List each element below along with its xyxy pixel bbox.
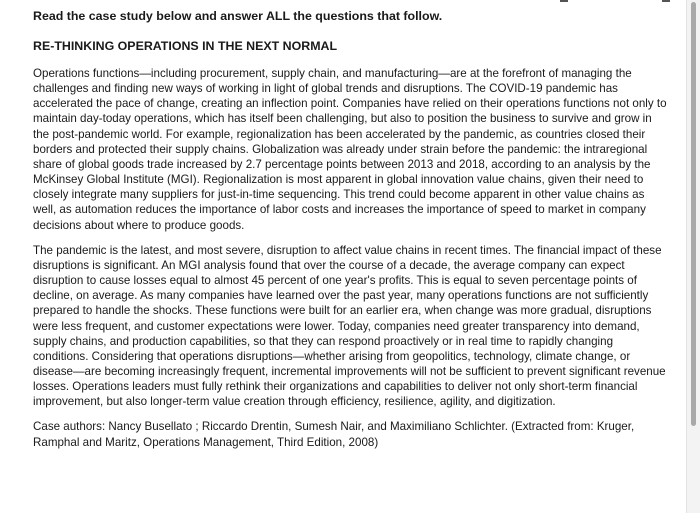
instruction-text: Read the case study below and answer ALL the questions that follow.	[33, 9, 443, 23]
paragraph-line: challenges and finding new ways of working in light of global trends and disruptions. The COVID-19 pandemic has	[33, 82, 618, 96]
paragraph-line: disease—are becoming increasingly frequent, incremental improvements will not be sufficient to prevent significant revenue	[33, 364, 666, 378]
scrollbar-thumb[interactable]	[691, 2, 696, 426]
case-study-title: RE-THINKING OPERATIONS IN THE NEXT NORMAL	[33, 39, 338, 53]
paragraph-line: the post-pandemic world. For example, regionalization has been accelerated by the pandemic, as countries closed their	[33, 127, 646, 141]
paragraph-line: prepared to handle the shocks. These functions were built for an earlier era, when change was more gradual, disruptions	[33, 304, 652, 318]
paragraph-line: decline, on average. As many companies have learned over the past year, many operations functions are not sufficiently	[33, 289, 649, 303]
paragraph-line: supply chains, and production capabilities, so that they can respond proactively or in real time to rapidly changing	[33, 334, 614, 348]
paragraph-line: decisions about where to produce goods.	[33, 218, 245, 232]
cropped-glyph	[662, 0, 670, 2]
paragraph-line: well, as automation reduces the importance of labor costs and increases the importance of speed to market in company	[33, 203, 646, 217]
paragraph-line: disruption to cause losses equal to almost 45 percent of one year's profits. This is equal to seven percentage points of	[33, 274, 637, 288]
paragraph-line: were less frequent, and customer expectations were lower. Today, companies need greater transparency into demand,	[33, 319, 640, 333]
paragraph-line: accelerated the pace of change, creating an inflection point. Companies have relied on their operations functions not only to	[33, 97, 667, 111]
paragraph-line: borders and protected their supply chains. Globalization was already under strain before the pandemic: the intraregional	[33, 142, 648, 156]
paragraph-1	[33, 66, 673, 233]
vertical-scrollbar[interactable]	[686, 0, 700, 513]
paragraph-line: McKinsey Global Institute (MGI). Regionalization is most apparent in global innovation value chains, given their need to	[33, 173, 644, 187]
paragraph-line: losses. Operations leaders must fully rethink their organizations and capabilities to deliver not only short-term financial	[33, 380, 638, 394]
paragraph-line: maintain day-today operations, which has itself been challenging, but also to position the business to survive and grow in	[33, 112, 652, 126]
case-authors	[33, 419, 673, 449]
authors-line: Ramphal and Maritz, Operations Management, Third Edition, 2008)	[33, 435, 379, 449]
authors-line: Case authors: Nancy Busellato ; Riccardo Drentin, Sumesh Nair, and Maximiliano Schlichter. (Extracted from: Kruger,	[33, 420, 635, 434]
paragraph-line: Operations functions—including procurement, supply chain, and manufacturing—are at the forefront of managing the	[33, 67, 632, 80]
paragraph-2	[33, 243, 673, 410]
case-study-content	[33, 8, 673, 450]
paragraph-line: conditions. Considering that operations disruptions—whether arising from geopolitics, technology, climate change, or	[33, 349, 631, 363]
paragraph-line: improvement, but also longer-term value creation through efficiency, resilience, agility, and digitization.	[33, 395, 556, 409]
cropped-glyph	[560, 0, 568, 2]
paragraph-line: The pandemic is the latest, and most severe, disruption to affect value chains in recent times. The financial impact of these	[33, 243, 662, 257]
paragraph-line: disruptions is significant. An MGI analysis found that over the course of a decade, the average company can expect	[33, 258, 625, 272]
paragraph-line: share of global goods trade increased by 2.7 percentage points between 2013 and 2018, according to an analysis by the	[33, 157, 651, 171]
paragraph-line: closely integrate many suppliers for just-in-time sequencing. This trend could become apparent in other value chains as	[33, 188, 645, 202]
